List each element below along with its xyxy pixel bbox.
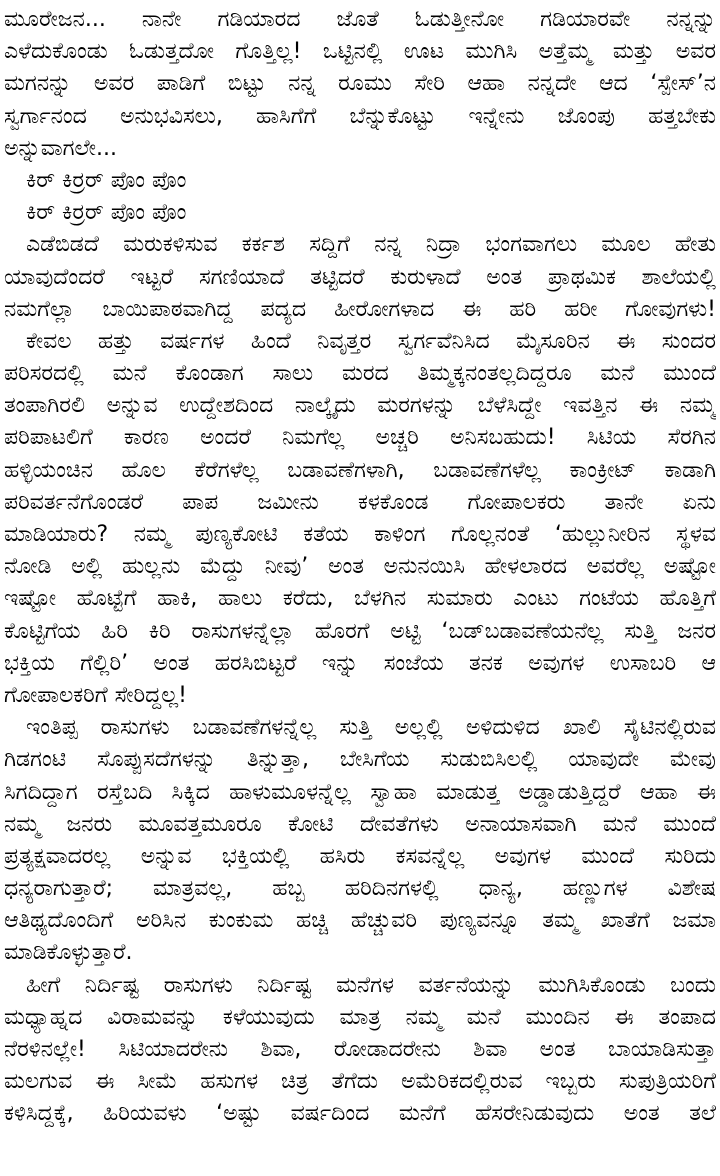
text-line: ನೋಡಿ ಅಲ್ಲಿ ಹುಲ್ಲನು ಮೆದ್ದು ನೀವು’ ಅಂತ ಅನುನಯಿಸಿ ಹೇಳಲಾರದ ಅವರೆಲ್ಲ ಅಷ್ಟೋ <box>4 554 716 580</box>
text-line: ತಂಪಾಗಿರಲಿ ಅನ್ನುವ ಉದ್ದೇಶದಿಂದ ನಾಲ್ಕೈದು ಮರಗಳನ್ನು ಬೆಳೆಸಿದ್ದೇ ಇವತ್ತಿನ ಈ ನಮ್ಮ <box>4 393 716 419</box>
text-line: ಇಂತಿಪ್ಪ ರಾಸುಗಳು ಬಡಾವಣೆಗಳನ್ನೆಲ್ಲ ಸುತ್ತಿ ಅಲ್ಲಲ್ಲಿ ಅಳಿದುಳಿದ ಖಾಲಿ ಸೈಟಿನಲ್ಲಿರುವ <box>26 715 716 741</box>
text-line: ಕೊಟ್ಟಿಗೆಯ ಹಿರಿ ಕಿರಿ ರಾಸುಗಳನ್ನೆಲ್ಲಾ ಹೊರಗೆ ಅಟ್ಟಿ ‘ಬಡ್‌ಬಡಾವಣೆಯನೆಲ್ಲ ಸುತ್ತಿ ಜನರ <box>4 618 716 644</box>
text-line: ಹಳ್ಳಿಯಂಚಿನ ಹೊಲ ಕೆರೆಗಳೆಲ್ಲ ಬಡಾವಣೆಗಳಾಗಿ, ಬಡಾವಣೆಗಳೆಲ್ಲ ಕಾಂಕ್ರೀಟ್ ಕಾಡಾಗಿ <box>4 457 716 483</box>
document-page <box>4 4 716 1131</box>
text-line: ನಮಗೆಲ್ಲಾ ಬಾಯಿಪಾಠವಾಗಿದ್ದ ಪದ್ಯದ ಹೀರೋಗಳಾದ ಈ ಹರಿ ಹರೀ ಗೋವುಗಳು! <box>4 296 716 322</box>
text-line: ಹೀಗೆ ನಿರ್ದಿಷ್ಟ ರಾಸುಗಳು ನಿರ್ದಿಷ್ಟ ಮನೆಗಳ ವರ್ತನೆಯನ್ನು ಮುಗಿಸಿಕೊಂಡು ಬಂದು <box>26 972 716 998</box>
text-line: ಭಕ್ತಿಯ ಗೆಲ್ಲಿರಿ’ ಅಂತ ಹರಸಿಬಿಟ್ಟರೆ ಇನ್ನು ಸಂಜೆಯ ತನಕ ಅವುಗಳ ಉಸಾಬರಿ ಆ <box>4 650 716 676</box>
text-line: ಆತಿಥ್ಯದೊಂದಿಗೆ ಅರಿಸಿನ ಕುಂಕುಮ ಹಚ್ಚಿ ಹೆಚ್ಚುವರಿ ಪುಣ್ಯವನ್ನೂ ತಮ್ಮ ಖಾತೆಗೆ ಜಮಾ <box>4 908 716 934</box>
text-line: ಕಿರ್ ಕಿರ್ರರ್ ಪೊಂ ಪೊಂ <box>26 167 187 193</box>
text-line: ಪ್ರತ್ಯಕ್ಷವಾದರಲ್ಲ ಅನ್ನುವ ಭಕ್ತಿಯಲ್ಲಿ ಹಸಿರು ಕಸವನ್ನೆಲ್ಲ ಅವುಗಳ ಮುಂದೆ ಸುರಿದು <box>4 843 716 869</box>
text-line: ಮಾಡಿಕೊಳ್ಳುತ್ತಾರೆ. <box>4 940 133 966</box>
text-line: ಮಾಡಿಯಾರು? ನಮ್ಮ ಪುಣ್ಯಕೋಟಿ ಕತೆಯ ಕಾಳಿಂಗ ಗೊಲ್ಲನಂತೆ ‘ಹುಲ್ಲುನೀರಿನ ಸ್ಥಳವ <box>4 522 716 547</box>
text-line: ಅನ್ನುವಾಗಲೇ... <box>4 135 117 161</box>
text-line: ಮೂರೇಜನ... ನಾನೇ ಗಡಿಯಾರದ ಜೊತೆ ಓಡುತ್ತೀನೋ ಗಡಿಯಾರವೇ ನನ್ನನ್ನು <box>4 7 716 32</box>
text-line: ಎಡೆಬಿಡದೆ ಮರುಕಳಿಸುವ ಕರ್ಕಶ ಸದ್ದಿಗೆ ನನ್ನ ನಿದ್ರಾ ಭಂಗವಾಗಲು ಮೂಲ ಹೇತು <box>26 232 716 258</box>
text-line: ಮಗನನ್ನು ಅವರ ಪಾಡಿಗೆ ಬಿಟ್ಟು ನನ್ನ ರೂಮು ಸೇರಿ ಆಹಾ ನನ್ನದೇ ಆದ ‘ಸ್ಪೇಸ್’ನ <box>4 71 716 97</box>
text-line: ಗಿಡಗಂಟಿ ಸೊಪ್ಪುಸದೆಗಳನ್ನು ತಿನ್ನುತ್ತಾ, ಬೇಸಿಗೆಯ ಸುಡುಬಿಸಿಲಲ್ಲಿ ಯಾವುದೇ ಮೇವು <box>4 747 716 773</box>
text-line: ಯಾವುದೆಂದರೆ ಇಟ್ಟರೆ ಸಗಣಿಯಾದೆ ತಟ್ಟಿದರೆ ಕುರುಳಾದೆ ಅಂತ ಪ್ರಾಥಮಿಕ ಶಾಲೆಯಲ್ಲಿ <box>4 264 716 290</box>
text-line: ಇಷ್ಟೋ ಹೊಟ್ಟೆಗೆ ಹಾಕಿ, ಹಾಲು ಕರೆದು, ಬೆಳಗಿನ ಸುಮಾರು ಎಂಟು ಗಂಟೆಯ ಹೊತ್ತಿಗೆ <box>4 586 716 612</box>
text-line: ನೆರಳಿನಲ್ಲೇ! ಸಿಟಿಯಾದರೇನು ಶಿವಾ, ರೋಡಾದರೇನು ಶಿವಾ ಅಂತ ಬಾಯಾಡಿಸುತ್ತಾ <box>4 1037 716 1062</box>
text-line: ಸ್ವರ್ಗಾನಂದ ಅನುಭವಿಸಲು, ಹಾಸಿಗೆಗೆ ಬೆನ್ನುಕೊಟ್ಟು ಇನ್ನೇನು ಜೊಂಪು ಹತ್ತಬೇಕು <box>4 103 716 129</box>
text-line: ಗೋಪಾಲಕರಿಗೆ ಸೇರಿದ್ದಲ್ಲ! <box>4 682 187 708</box>
text-line: ಮಧ್ಯಾಹ್ನದ ವಿರಾಮವನ್ನು ಕಳೆಯುವುದು ಮಾತ್ರ ನಮ್ಮ ಮನೆ ಮುಂದಿನ ಈ ತಂಪಾದ <box>4 1004 716 1030</box>
text-line: ನಮ್ಮ ಜನರು ಮೂವತ್ತಮೂರೂ ಕೋಟಿ ದೇವತೆಗಳು ಅನಾಯಾಸವಾಗಿ ಮನೆ ಮುಂದೆ <box>4 811 716 837</box>
text-line: ಕಿರ್ ಕಿರ್ರರ್ ಪೊಂ ಪೊಂ <box>26 200 187 226</box>
text-line: ಮಲಗುವ ಈ ಸೀಮೆ ಹಸುಗಳ ಚಿತ್ರ ತೆಗೆದು ಅಮೆರಿಕದಲ್ಲಿರುವ ಇಬ್ಬರು ಸುಪುತ್ರಿಯರಿಗೆ <box>4 1069 716 1095</box>
text-line: ಕಳಿಸಿದ್ದಕ್ಕೆ, ಹಿರಿಯವಳು ‘ಅಷ್ಟು ವರ್ಷದಿಂದ ಮನೆಗೆ ಹೆಸರೇನಿಡುವುದು ಅಂತ ತಲೆ <box>4 1101 716 1127</box>
text-line: ಸಿಗದಿದ್ದಾಗ ರಸ್ತೆಬದಿ ಸಿಕ್ಕಿದ ಹಾಳುಮೂಳನ್ನೆಲ್ಲ ಸ್ವಾಹಾ ಮಾಡುತ್ತ ಅಡ್ಡಾಡುತ್ತಿದ್ದರೆ ಆಹಾ ಈ <box>4 779 716 805</box>
text-line: ಧನ್ಯರಾಗುತ್ತಾರೆ; ಮಾತ್ರವಲ್ಲ, ಹಬ್ಬ ಹರಿದಿನಗಳಲ್ಲಿ ಧಾನ್ಯ, ಹಣ್ಣುಗಳ ವಿಶೇಷ <box>4 876 716 902</box>
text-line: ಪರಿಪಾಟಲಿಗೆ ಕಾರಣ ಅಂದರೆ ನಿಮಗೆಲ್ಲ ಅಚ್ಚರಿ ಅನಿಸಬಹುದು! ಸಿಟಿಯ ಸೆರಗಿನ <box>4 425 716 451</box>
text-line: ಕೇವಲ ಹತ್ತು ವರ್ಷಗಳ ಹಿಂದೆ ನಿವೃತ್ತರ ಸ್ವರ್ಗವೆನಿಸಿದ ಮೈಸೂರಿನ ಈ ಸುಂದರ <box>26 328 716 354</box>
text-line: ಪರಿಸರದಲ್ಲಿ ಮನೆ ಕೊಂಡಾಗ ಸಾಲು ಮರದ ತಿಮ್ಮಕ್ಕನಂತಲ್ಲದಿದ್ದರೂ ಮನೆ ಮುಂದೆ <box>4 361 716 387</box>
text-line: ಎಳೆದುಕೊಂಡು ಓಡುತ್ತದೋ ಗೊತ್ತಿಲ್ಲ! ಒಟ್ಟಿನಲ್ಲಿ ಊಟ ಮುಗಿಸಿ ಅತ್ತೆಮ್ಮ ಮತ್ತು ಅವರ <box>4 39 716 65</box>
text-line: ಪರಿವರ್ತನೆಗೊಂಡರೆ ಪಾಪ ಜಮೀನು ಕಳಕೊಂಡ ಗೋಪಾಲಕರು ತಾನೇ ಏನು <box>4 489 716 515</box>
